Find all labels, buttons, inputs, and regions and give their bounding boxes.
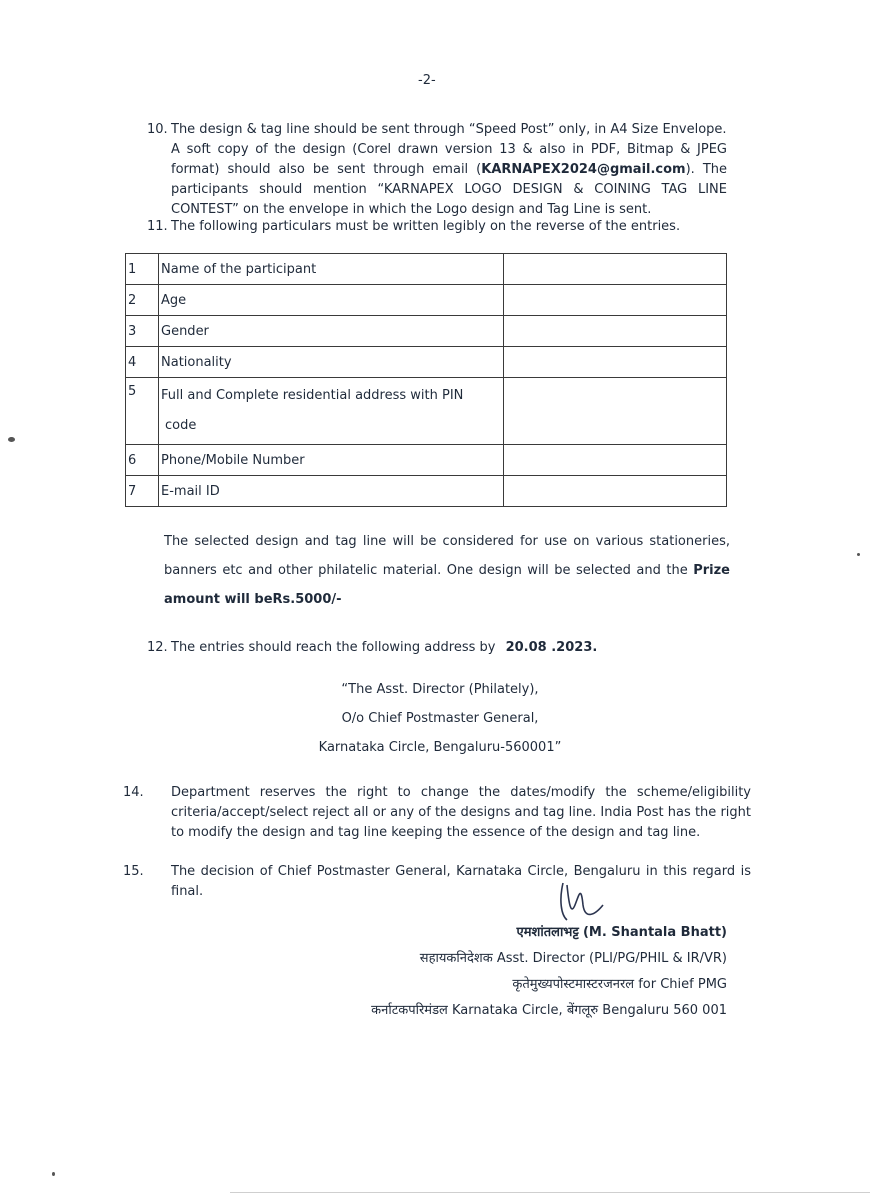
deadline-date: 20.08 .2023.	[505, 640, 598, 655]
row-label: E-mail ID	[159, 476, 504, 507]
item-14	[123, 783, 751, 843]
row-label: Full and Complete residential address with PIN code	[159, 378, 504, 445]
item-10	[147, 120, 727, 220]
particulars-table	[125, 253, 727, 507]
item-number: 10.	[147, 122, 168, 137]
row-value-blank	[504, 347, 727, 378]
item-number: 14.	[123, 785, 144, 800]
prize-amount: Prize amount will beRs.5000/-	[164, 563, 730, 607]
item-number: 11.	[147, 219, 168, 234]
table-row	[126, 254, 727, 285]
scan-speck	[52, 1172, 55, 1176]
table-row	[126, 285, 727, 316]
item-11	[147, 217, 727, 237]
row-number: 1	[126, 254, 159, 285]
row-value-blank	[504, 254, 727, 285]
table-row	[126, 378, 727, 445]
row-number: 3	[126, 316, 159, 347]
item-number: 15.	[123, 864, 144, 879]
address-line: Karnataka Circle, Bengaluru-560001”	[318, 740, 562, 755]
row-number: 5	[126, 378, 159, 445]
signatory-name: एमशांतलाभट्ट (M. Shantala Bhatt)	[516, 925, 727, 940]
scan-speck	[8, 437, 15, 442]
row-number: 2	[126, 285, 159, 316]
page-edge-line	[230, 1192, 870, 1193]
row-label: Age	[159, 285, 504, 316]
row-label: Nationality	[159, 347, 504, 378]
row-label: Phone/Mobile Number	[159, 445, 504, 476]
row-label: Gender	[159, 316, 504, 347]
item-number: 12.	[147, 640, 168, 655]
contact-email: KARNAPEX2024@gmail.com	[481, 162, 686, 177]
row-label: Name of the participant	[159, 254, 504, 285]
row-number: 6	[126, 445, 159, 476]
table-row	[126, 476, 727, 507]
address-block	[300, 675, 580, 762]
row-value-blank	[504, 316, 727, 347]
signatory-for: कृतेमुख्यपोस्टमास्टरजनरल for Chief PMG	[512, 977, 727, 992]
signatory-designation: सहायकनिदेशक Asst. Director (PLI/PG/PHIL & IR/VR)	[419, 951, 727, 966]
address-line: “The Asst. Director (Philately),	[341, 682, 539, 697]
table-row	[126, 316, 727, 347]
row-value-blank	[504, 285, 727, 316]
row-number: 4	[126, 347, 159, 378]
table-row	[126, 445, 727, 476]
item-12	[147, 638, 727, 658]
signatory-circle: कर्नाटकपरिमंडल Karnataka Circle, बेंगलूरु Bengaluru 560 001	[371, 1003, 727, 1018]
row-value-blank	[504, 378, 727, 445]
item-10-line1: The design & tag line should be sent through “Speed Post” only, in A4 Size Envelope.	[171, 122, 727, 137]
table-row	[126, 347, 727, 378]
item-11-text: The following particulars must be written legibly on the reverse of the entries.	[171, 219, 681, 234]
scan-speck	[857, 553, 860, 556]
row-number: 7	[126, 476, 159, 507]
item-12-text: The entries should reach the following address by	[171, 640, 496, 655]
prize-paragraph: The selected design and tag line will be considered for use on various stationeries, banners etc and other philatelic material. One design will be selected and the Prize amount will beRs.5000/-	[164, 534, 730, 607]
address-line: O/o Chief Postmaster General,	[341, 711, 539, 726]
item-15-text: The decision of Chief Postmaster General, Karnataka Circle, Bengaluru in this regard is final.	[171, 864, 751, 899]
item-10-body: A soft copy of the design (Corel drawn version 13 & also in PDF, Bitmap & JPEG format) should also be sent through email (KARNAPEX2024@gmail.com). The participants should mention “KARNAPEX LOGO DESIGN & COINING TAG LINE CONTEST” on the envelope in which the Logo design and Tag Line is sent.	[171, 142, 728, 217]
page-number: -2-	[418, 73, 436, 88]
signature-block	[371, 920, 727, 1024]
row-value-blank	[504, 476, 727, 507]
item-15	[123, 862, 751, 902]
row-value-blank	[504, 445, 727, 476]
item-14-text: Department reserves the right to change the dates/modify the scheme/eligibility criteria/accept/select reject all or any of the designs and tag line. India Post has the right to modify the design and tag line keeping the essence of the design and tag line.	[171, 785, 751, 840]
